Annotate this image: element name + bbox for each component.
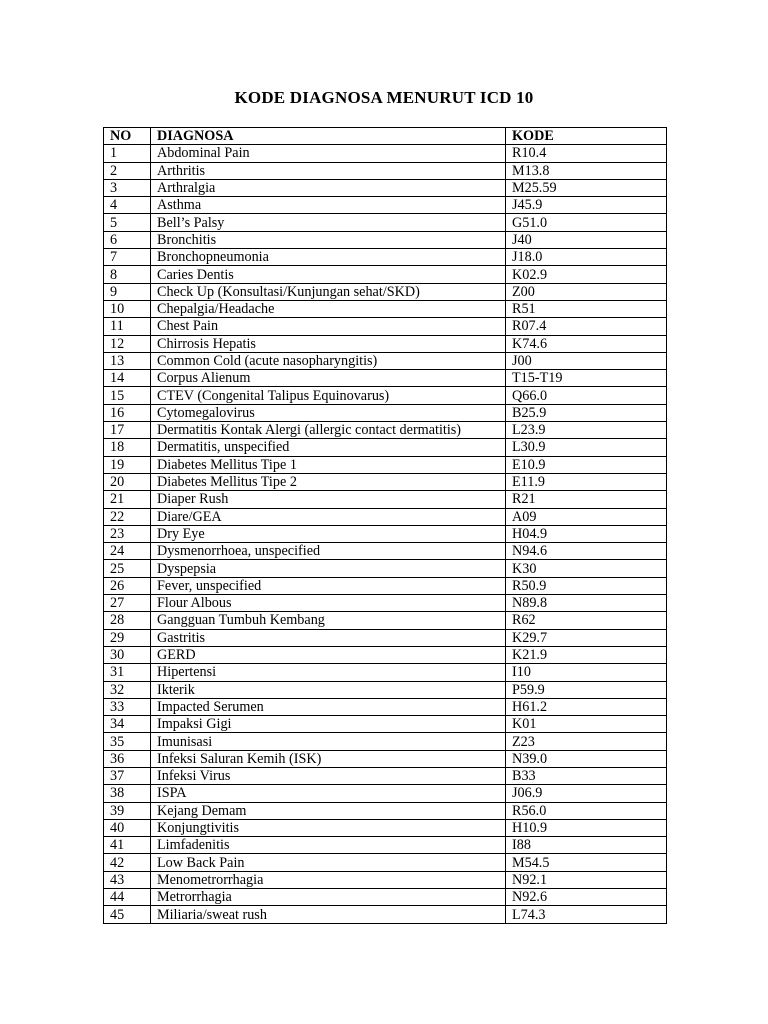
cell-kode: K01 bbox=[506, 716, 667, 733]
cell-no: 25 bbox=[104, 560, 151, 577]
cell-diagnosa: Common Cold (acute nasopharyngitis) bbox=[151, 352, 506, 369]
cell-no: 23 bbox=[104, 525, 151, 542]
table-row bbox=[104, 335, 667, 352]
cell-kode: E10.9 bbox=[506, 456, 667, 473]
cell-diagnosa: Bronchopneumonia bbox=[151, 249, 506, 266]
table-row bbox=[104, 906, 667, 923]
cell-no: 15 bbox=[104, 387, 151, 404]
table-row bbox=[104, 577, 667, 594]
cell-kode: N92.1 bbox=[506, 871, 667, 888]
cell-kode: L23.9 bbox=[506, 422, 667, 439]
table-row bbox=[104, 387, 667, 404]
table-row bbox=[104, 145, 667, 162]
cell-kode: N94.6 bbox=[506, 543, 667, 560]
table-row bbox=[104, 595, 667, 612]
cell-no: 38 bbox=[104, 785, 151, 802]
cell-diagnosa: Ikterik bbox=[151, 681, 506, 698]
table-row bbox=[104, 837, 667, 854]
table-row bbox=[104, 456, 667, 473]
cell-no: 7 bbox=[104, 249, 151, 266]
cell-kode: K21.9 bbox=[506, 646, 667, 663]
cell-diagnosa: Impaksi Gigi bbox=[151, 716, 506, 733]
table-row bbox=[104, 422, 667, 439]
table-row bbox=[104, 283, 667, 300]
cell-kode: Q66.0 bbox=[506, 387, 667, 404]
cell-kode: L74.3 bbox=[506, 906, 667, 923]
table-row bbox=[104, 491, 667, 508]
cell-no: 5 bbox=[104, 214, 151, 231]
table-row bbox=[104, 646, 667, 663]
cell-diagnosa: Abdominal Pain bbox=[151, 145, 506, 162]
cell-diagnosa: Konjungtivitis bbox=[151, 819, 506, 836]
cell-diagnosa: Menometrorrhagia bbox=[151, 871, 506, 888]
cell-diagnosa: Bronchitis bbox=[151, 231, 506, 248]
cell-no: 43 bbox=[104, 871, 151, 888]
table-body bbox=[104, 145, 667, 923]
cell-no: 33 bbox=[104, 698, 151, 715]
cell-no: 1 bbox=[104, 145, 151, 162]
cell-diagnosa: Arthralgia bbox=[151, 179, 506, 196]
cell-diagnosa: Dry Eye bbox=[151, 525, 506, 542]
table-row bbox=[104, 750, 667, 767]
cell-diagnosa: Miliaria/sweat rush bbox=[151, 906, 506, 923]
cell-diagnosa: Dyspepsia bbox=[151, 560, 506, 577]
table-row bbox=[104, 231, 667, 248]
cell-kode: E11.9 bbox=[506, 473, 667, 490]
table-row bbox=[104, 681, 667, 698]
table-header-row bbox=[104, 128, 667, 145]
cell-kode: K30 bbox=[506, 560, 667, 577]
cell-no: 27 bbox=[104, 595, 151, 612]
column-header-kode: KODE bbox=[506, 128, 667, 145]
cell-no: 14 bbox=[104, 370, 151, 387]
cell-kode: P59.9 bbox=[506, 681, 667, 698]
table-row bbox=[104, 785, 667, 802]
cell-kode: M13.8 bbox=[506, 162, 667, 179]
cell-diagnosa: Chepalgia/Headache bbox=[151, 300, 506, 317]
cell-diagnosa: Impacted Serumen bbox=[151, 698, 506, 715]
table-row bbox=[104, 819, 667, 836]
cell-no: 40 bbox=[104, 819, 151, 836]
cell-no: 41 bbox=[104, 837, 151, 854]
cell-no: 12 bbox=[104, 335, 151, 352]
cell-diagnosa: Dermatitis Kontak Alergi (allergic contact dermatitis) bbox=[151, 422, 506, 439]
table-row bbox=[104, 508, 667, 525]
cell-no: 31 bbox=[104, 664, 151, 681]
cell-no: 4 bbox=[104, 197, 151, 214]
cell-no: 34 bbox=[104, 716, 151, 733]
cell-diagnosa: Fever, unspecified bbox=[151, 577, 506, 594]
cell-kode: R21 bbox=[506, 491, 667, 508]
cell-kode: N89.8 bbox=[506, 595, 667, 612]
cell-no: 3 bbox=[104, 179, 151, 196]
column-header-no: NO bbox=[104, 128, 151, 145]
cell-diagnosa: Asthma bbox=[151, 197, 506, 214]
cell-kode: R07.4 bbox=[506, 318, 667, 335]
cell-kode: K02.9 bbox=[506, 266, 667, 283]
cell-diagnosa: Caries Dentis bbox=[151, 266, 506, 283]
cell-no: 9 bbox=[104, 283, 151, 300]
table-row bbox=[104, 266, 667, 283]
cell-no: 17 bbox=[104, 422, 151, 439]
cell-diagnosa: Infeksi Saluran Kemih (ISK) bbox=[151, 750, 506, 767]
cell-kode: G51.0 bbox=[506, 214, 667, 231]
cell-no: 22 bbox=[104, 508, 151, 525]
cell-no: 20 bbox=[104, 473, 151, 490]
cell-kode: B25.9 bbox=[506, 404, 667, 421]
cell-diagnosa: Kejang Demam bbox=[151, 802, 506, 819]
cell-diagnosa: Arthritis bbox=[151, 162, 506, 179]
cell-diagnosa: CTEV (Congenital Talipus Equinovarus) bbox=[151, 387, 506, 404]
table-row bbox=[104, 802, 667, 819]
cell-diagnosa: GERD bbox=[151, 646, 506, 663]
table-row bbox=[104, 179, 667, 196]
table-row bbox=[104, 370, 667, 387]
cell-no: 8 bbox=[104, 266, 151, 283]
cell-kode: H10.9 bbox=[506, 819, 667, 836]
cell-no: 10 bbox=[104, 300, 151, 317]
cell-kode: I10 bbox=[506, 664, 667, 681]
table-row bbox=[104, 629, 667, 646]
cell-no: 37 bbox=[104, 767, 151, 784]
cell-no: 28 bbox=[104, 612, 151, 629]
table-row bbox=[104, 612, 667, 629]
cell-no: 30 bbox=[104, 646, 151, 663]
cell-no: 21 bbox=[104, 491, 151, 508]
cell-no: 24 bbox=[104, 543, 151, 560]
cell-kode: I88 bbox=[506, 837, 667, 854]
cell-kode: J06.9 bbox=[506, 785, 667, 802]
cell-diagnosa: Low Back Pain bbox=[151, 854, 506, 871]
cell-diagnosa: Diaper Rush bbox=[151, 491, 506, 508]
cell-kode: R51 bbox=[506, 300, 667, 317]
diagnosis-table bbox=[103, 127, 667, 924]
cell-kode: J00 bbox=[506, 352, 667, 369]
cell-diagnosa: Imunisasi bbox=[151, 733, 506, 750]
cell-no: 42 bbox=[104, 854, 151, 871]
cell-kode: L30.9 bbox=[506, 439, 667, 456]
cell-no: 11 bbox=[104, 318, 151, 335]
cell-diagnosa: Bell’s Palsy bbox=[151, 214, 506, 231]
table-row bbox=[104, 560, 667, 577]
cell-no: 39 bbox=[104, 802, 151, 819]
cell-no: 6 bbox=[104, 231, 151, 248]
table-row bbox=[104, 854, 667, 871]
table-row bbox=[104, 664, 667, 681]
table-row bbox=[104, 733, 667, 750]
column-header-diagnosa: DIAGNOSA bbox=[151, 128, 506, 145]
cell-diagnosa: Hipertensi bbox=[151, 664, 506, 681]
table-row bbox=[104, 525, 667, 542]
cell-no: 45 bbox=[104, 906, 151, 923]
cell-kode: R10.4 bbox=[506, 145, 667, 162]
cell-no: 13 bbox=[104, 352, 151, 369]
table-row bbox=[104, 300, 667, 317]
cell-diagnosa: Check Up (Konsultasi/Kunjungan sehat/SKD) bbox=[151, 283, 506, 300]
cell-kode: H04.9 bbox=[506, 525, 667, 542]
table-row bbox=[104, 871, 667, 888]
table-row bbox=[104, 889, 667, 906]
cell-kode: R50.9 bbox=[506, 577, 667, 594]
cell-diagnosa: Infeksi Virus bbox=[151, 767, 506, 784]
cell-diagnosa: Flour Albous bbox=[151, 595, 506, 612]
table-row bbox=[104, 767, 667, 784]
cell-no: 2 bbox=[104, 162, 151, 179]
cell-diagnosa: Limfadenitis bbox=[151, 837, 506, 854]
page-title: KODE DIAGNOSA MENURUT ICD 10 bbox=[234, 88, 534, 107]
cell-kode: N39.0 bbox=[506, 750, 667, 767]
cell-no: 36 bbox=[104, 750, 151, 767]
cell-diagnosa: Diabetes Mellitus Tipe 2 bbox=[151, 473, 506, 490]
cell-diagnosa: Metrorrhagia bbox=[151, 889, 506, 906]
table-row bbox=[104, 162, 667, 179]
table-row bbox=[104, 439, 667, 456]
cell-no: 18 bbox=[104, 439, 151, 456]
cell-diagnosa: ISPA bbox=[151, 785, 506, 802]
cell-kode: J45.9 bbox=[506, 197, 667, 214]
cell-no: 16 bbox=[104, 404, 151, 421]
cell-diagnosa: Gangguan Tumbuh Kembang bbox=[151, 612, 506, 629]
cell-diagnosa: Cytomegalovirus bbox=[151, 404, 506, 421]
cell-kode: H61.2 bbox=[506, 698, 667, 715]
table-row bbox=[104, 404, 667, 421]
cell-kode: J18.0 bbox=[506, 249, 667, 266]
cell-kode: K29.7 bbox=[506, 629, 667, 646]
cell-diagnosa: Diabetes Mellitus Tipe 1 bbox=[151, 456, 506, 473]
table-row bbox=[104, 318, 667, 335]
cell-no: 26 bbox=[104, 577, 151, 594]
table-row bbox=[104, 543, 667, 560]
table-row bbox=[104, 214, 667, 231]
table-row bbox=[104, 473, 667, 490]
cell-no: 44 bbox=[104, 889, 151, 906]
cell-diagnosa: Dysmenorrhoea, unspecified bbox=[151, 543, 506, 560]
cell-diagnosa: Gastritis bbox=[151, 629, 506, 646]
cell-kode: K74.6 bbox=[506, 335, 667, 352]
cell-kode: N92.6 bbox=[506, 889, 667, 906]
table-row bbox=[104, 352, 667, 369]
cell-kode: Z23 bbox=[506, 733, 667, 750]
cell-diagnosa: Dermatitis, unspecified bbox=[151, 439, 506, 456]
cell-diagnosa: Chirrosis Hepatis bbox=[151, 335, 506, 352]
cell-no: 29 bbox=[104, 629, 151, 646]
table-row bbox=[104, 698, 667, 715]
cell-kode: M54.5 bbox=[506, 854, 667, 871]
cell-diagnosa: Corpus Alienum bbox=[151, 370, 506, 387]
cell-kode: B33 bbox=[506, 767, 667, 784]
cell-diagnosa: Chest Pain bbox=[151, 318, 506, 335]
cell-no: 32 bbox=[104, 681, 151, 698]
cell-kode: T15-T19 bbox=[506, 370, 667, 387]
cell-kode: R56.0 bbox=[506, 802, 667, 819]
cell-kode: A09 bbox=[506, 508, 667, 525]
cell-kode: M25.59 bbox=[506, 179, 667, 196]
cell-no: 35 bbox=[104, 733, 151, 750]
cell-kode: Z00 bbox=[506, 283, 667, 300]
cell-kode: R62 bbox=[506, 612, 667, 629]
table-row bbox=[104, 716, 667, 733]
cell-diagnosa: Diare/GEA bbox=[151, 508, 506, 525]
cell-no: 19 bbox=[104, 456, 151, 473]
cell-kode: J40 bbox=[506, 231, 667, 248]
table-row bbox=[104, 197, 667, 214]
table-row bbox=[104, 249, 667, 266]
